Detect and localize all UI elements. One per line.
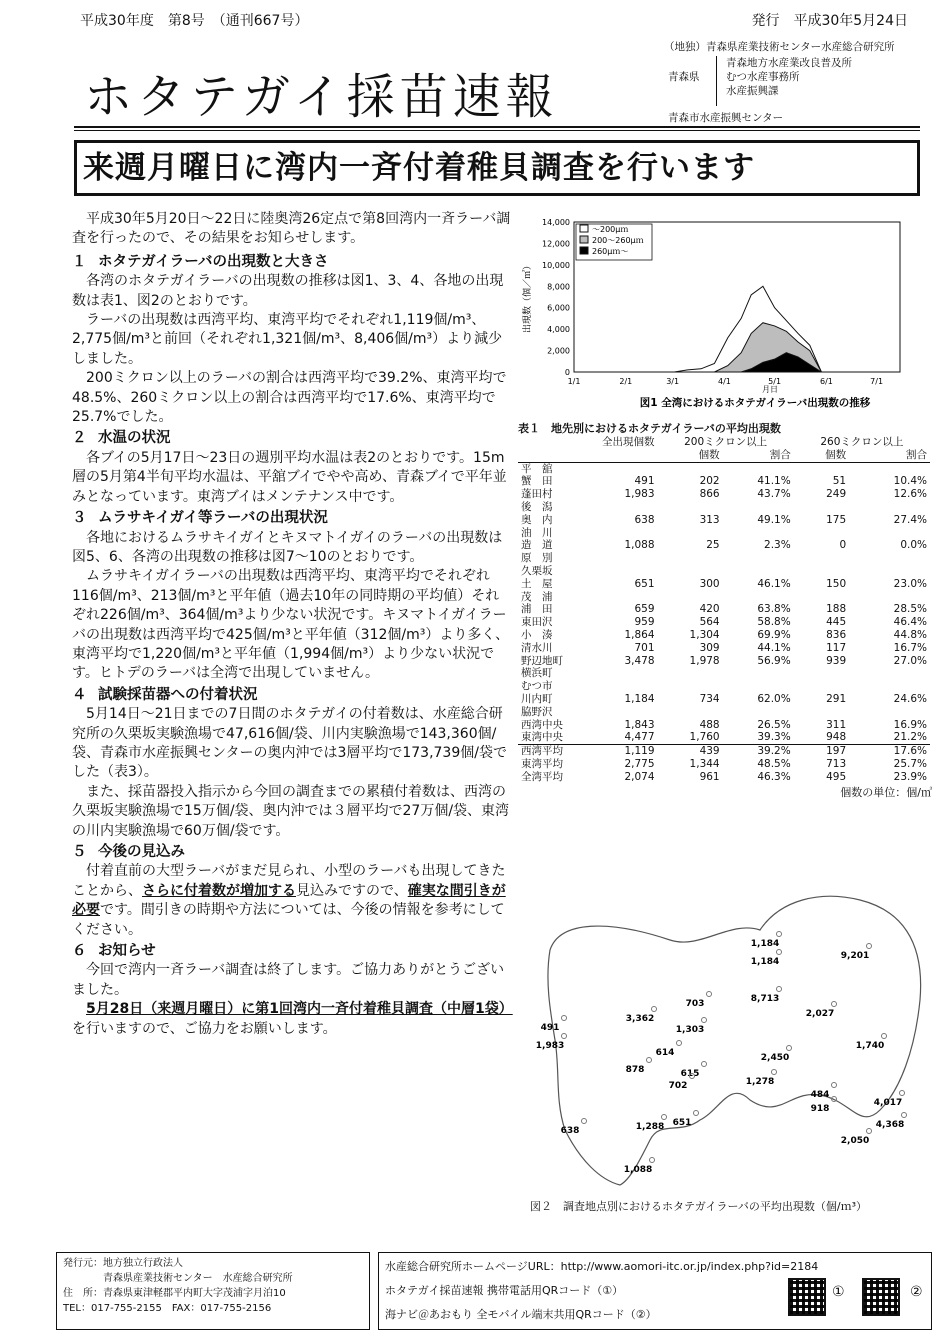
chart-xtick-label: 4/1 [718,377,731,386]
table1-cell: 川内町 [521,692,553,705]
section-5-text: 付着直前の大型ラーバがまだ見られ、小型のラーバも出現してきたことから、さらに付着数が増加する見込みですので、確実な間引きが必要です。間引きの時期や方法については、今後の情報を参考にしてください。 [72,863,506,938]
table1-cell [849,501,930,514]
table1-head-row2 [518,449,930,462]
chart-legend-swatch [580,225,588,232]
table1-cell: 23.9% [893,770,927,783]
table1-head: 割合 [906,448,927,461]
chart-xtick-label: 2/1 [619,377,633,386]
section-6-heading: ６ お知らせ [72,943,156,960]
table1-cell: 734 [699,692,720,705]
table1-cell [568,462,658,475]
qr-code-1[interactable] [788,1278,826,1316]
map-station-value: 1,278 [745,1077,775,1087]
table1-cell: 1,088 [624,539,655,552]
map-station-value: 651 [672,1118,692,1128]
table1-cell: 蟹 田 [521,475,553,488]
table1-cell: 24.6% [893,692,927,705]
table1-cell: 25.7% [893,757,927,770]
table1-cell [723,706,794,719]
table1-cell: 638 [634,513,655,526]
qr-code-2[interactable] [862,1278,900,1316]
table1-row [518,552,930,565]
table1-cell: 41.1% [757,475,791,488]
table1-cell: 油 川 [521,526,553,539]
table1-cell: 0.0% [900,539,927,552]
table1-cell: 313 [699,513,720,526]
footer-line: 発行元：地方独立行政法人 [63,1258,183,1269]
table1-row [518,667,930,680]
map-station-value: 1,184 [750,939,780,949]
map-station-value: 1,983 [535,1041,565,1051]
org-sub-3: 水産振興課 [726,85,779,97]
table1-cell [658,680,723,693]
table1-cell: 1,344 [689,757,720,770]
table1-cell: 939 [826,654,847,667]
section-paragraph: 5月14日～21日までの7日間のホタテガイの付着数は、水産総合研究所の久栗坂実験漁場で47,616個/袋、川内実験漁場で143,360個/袋、青森市水産振興センターの奥内沖では3層平均で173,739個/袋でした（表3）。 [72,706,507,781]
chart-ytick-label: 14,000 [542,218,570,227]
table1-cell: 25 [706,539,720,552]
section-paragraph: 各ブイの5月17日～23日の週別平均水温は表2のとおりです。15m層の5月第4半旬平均水温は、平舘ブイでやや高め、青森ブイで平年並みとなっています。東湾ブイはメンテナンス中です。 [72,449,507,505]
header-rule-thin [74,130,920,131]
map-caption: 図２ 調査地点別におけるホタテガイラーバの平均出現数（個/ｍ³） [530,1200,868,1213]
table1-cell: 44.8% [893,628,927,641]
table1-cell [658,462,723,475]
table1-row [518,693,930,706]
table1-cell: 西湾中央 [521,718,563,731]
table1-cell: 63.8% [757,603,791,616]
map-station-value: 1,184 [750,957,780,967]
table1-cell: 野辺地町 [521,654,563,667]
table1-cell: 27.4% [893,513,927,526]
map-station-value: 4,368 [875,1120,905,1130]
table1-row [518,680,930,693]
table1-cell: 488 [699,718,720,731]
qr-mark-2: ② [910,1284,923,1300]
footer-line: TEL：017-755-2155 FAX：017-755-2156 [63,1303,272,1314]
page-title: ホタテガイ採苗速報 [84,69,559,125]
table1-cell [794,680,849,693]
table1-cell: 1,304 [689,628,720,641]
table1-cell: 44.1% [757,641,791,654]
chart-xtick-label: 5/1 [768,377,782,386]
table1-cell: むつ市 [521,680,553,693]
homepage-url[interactable]: 水産総合研究所ホームページURL：http://www.aomori-itc.or.jp/index.php?id=2184 [385,1260,819,1273]
table1-cell: 117 [826,641,847,654]
table1-row [518,475,930,488]
map-station-value: 1,740 [855,1041,885,1051]
table1-title: 表１ 地先別におけるホタテガイラーバの平均出現数 [518,422,781,435]
org-main: （地独）青森県産業技術センター水産総合研究所 [664,41,895,53]
table1-cell: 茂 浦 [521,590,553,603]
table1-head: 個数 [825,448,847,461]
table1-cell [849,680,930,693]
section-heading: ４ 試験採苗器への付着状況 [72,686,258,703]
table1-cell [723,667,794,680]
table1-cell [849,591,930,604]
map-station-value: 8,713 [750,994,780,1004]
table1-cell: 197 [794,745,849,758]
table1-cell [849,667,930,680]
footer-links [378,1252,932,1330]
table1-cell [568,706,658,719]
table1-cell: 1,864 [624,628,655,641]
table1-cell [658,527,723,540]
headline-banner: 来週月曜日に湾内一斉付着稚貝調査を行います [74,140,920,196]
table1-cell: 150 [826,577,847,590]
table1-cell: 清水川 [521,641,553,654]
table1-cell: 46.1% [757,577,791,590]
table1-cell: 491 [634,475,655,488]
table1-cell: 小 湊 [521,628,553,641]
table1-cell: 蓬田村 [521,488,553,501]
table1-cell [723,501,794,514]
footer-publisher [56,1252,370,1330]
table1-row [518,501,930,514]
intro-paragraph: 平成30年5月20日～22日に陸奥湾26定点で第8回湾内一斉ラーバ調査を行ったので、その結果をお知らせします。 [72,211,511,247]
table1-row [518,745,930,758]
table1-cell: 188 [826,603,847,616]
table1-cell: 26.5% [757,718,791,731]
table1-cell: 175 [826,513,847,526]
map-station-value: 702 [668,1081,688,1091]
table1-cell: 21.2% [893,731,927,744]
map-station-value: 2,027 [805,1009,835,1019]
table1-row [518,758,930,771]
table1-cell: 造 道 [521,539,553,552]
table1-cell: 1,119 [568,745,658,758]
table1-row [518,514,930,527]
table1-cell: 69.9% [757,628,791,641]
map-station-value: 918 [810,1104,830,1114]
section-paragraph: 各地におけるムラサキイガイとキヌマトイガイのラーバの出現数は図5、6、各湾の出現数の推移は図7～10のとおりです。 [72,529,503,565]
table1-cell: 1,983 [624,488,655,501]
survey-map [520,880,932,1190]
map-station-value: 1,088 [623,1165,653,1175]
section-6-text-2: 5月28日（来週月曜日）に第1回湾内一斉付着稚貝調査（中層1袋）を行いますので、ご協力をお願いします。 [72,1001,513,1037]
section-paragraph: また、採苗器投入指示から今回の調査までの累積付着数は、西湾の久栗坂実験漁場で15万個/袋、奥内沖では３層平均で27万個/袋、東湾の川内実験漁場で60万個/袋です。 [72,783,510,839]
table1-row [518,719,930,732]
table1-row [518,462,930,475]
table1-cell: 原 別 [521,552,553,565]
section-paragraph: 200ミクロン以上のラーバの割合は西湾平均で39.2%、東湾平均で48.5%、260ミクロン以上の割合は西湾平均で17.6%、東湾平均で25.7%でした。 [72,370,507,426]
section-paragraph: 各湾のホタテガイラーバの出現数の推移は図1、3、4、各地の出現数は表1、図2のとおりです。 [72,273,504,309]
table1-cell [723,591,794,604]
table1-cell: 291 [826,692,847,705]
table1-row [518,629,930,642]
table1-row [518,565,930,578]
table1-cell: 23.0% [893,577,927,590]
table1-row [518,488,930,501]
section-5-heading: ５ 今後の見込み [72,844,185,860]
table1-cell [658,501,723,514]
table1-cell [849,527,930,540]
table1-cell [568,667,658,680]
table1-head: 260ミクロン以上 [820,436,904,448]
table1-row [518,603,930,616]
table1-head: 個数 [698,448,720,461]
table1-cell: 420 [699,603,720,616]
table1-cell [794,591,849,604]
table1-head: 200ミクロン以上 [684,436,768,448]
table1-head [518,436,568,449]
main-column [72,210,512,1039]
table1-cell: 2,074 [624,770,655,783]
chart-ytick-label: 0 [564,368,570,377]
table1-cell: 浦 田 [521,603,553,616]
table1-row [518,655,930,668]
map-station-dot [902,1113,907,1118]
chart-legend-label: ～200μｍ [592,225,629,234]
table1-cell [568,527,658,540]
qr-label-1: ホタテガイ採苗速報 携帯電話用QRコード（①） [385,1284,624,1297]
map-station-value: 638 [560,1126,580,1136]
table1-cell [849,462,930,475]
map-station-value: 1,288 [635,1122,665,1132]
map-station-value: 615 [680,1069,700,1079]
chart-title: 図1 全湾におけるホタテガイラーバ出現数の推移 [639,397,871,409]
table1-cell: 49.1% [757,513,791,526]
map-station-value: 484 [810,1090,830,1100]
table1-cell [849,552,930,565]
table1-cell: 27.0% [893,654,927,667]
table1-cell [849,565,930,578]
table1-row [518,706,930,719]
table1-cell: 10.4% [893,475,927,488]
table1-cell: 東田沢 [521,616,553,629]
table1-cell: 16.9% [893,718,927,731]
section-heading: １ ホタテガイラーバの出現数と大きさ [72,253,329,270]
table1-cell: 51 [832,475,847,488]
map-station-value: 614 [655,1048,675,1058]
table1-cell: 713 [826,757,847,770]
table1-cell: 564 [699,616,720,629]
table1-cell [849,706,930,719]
chart-ylabel: 出現数（個／㎥） [523,260,533,334]
table1-cell: 46.3% [757,770,791,783]
map-station-value: 2,450 [760,1053,790,1063]
table1-cell: 961 [699,770,720,783]
org-pref: 青森県 [668,71,700,83]
table1-cell: 3,478 [624,654,655,667]
chart-xtick-label: 6/1 [820,377,833,386]
issue-number: 平成30年度 第8号 （通刊667号） [80,13,309,29]
table1-cell [568,591,658,604]
chart-ytick-label: 8,000 [547,282,570,292]
chart-xtick-label: 1/1 [567,377,581,386]
table1-cell [723,680,794,693]
table1-cell: 43.7% [757,488,791,501]
table1-cell [723,527,794,540]
table1-cell: 701 [634,641,655,654]
table1-cell [794,565,849,578]
table1-row [518,527,930,540]
table1-cell [794,501,849,514]
table1 [518,436,930,784]
table1-cell [794,462,849,475]
table1-cell [794,706,849,719]
table1-cell: 東湾平均 [521,757,563,770]
table1-cell: 12.6% [893,488,927,501]
chart-ytick-label: 4,000 [547,325,570,335]
map-station-dot [900,1091,905,1096]
table1-cell [794,667,849,680]
table1-cell: 1,184 [624,692,655,705]
table1-cell: 439 [658,745,723,758]
table1-cell: 久栗坂 [521,564,553,577]
section-paragraph: ムラサキイガイラーバの出現数は西湾平均、東湾平均でそれぞれ116個/m³、213個/m³と平年値（過去10年の同時期の平均値）それぞれ226個/m³、364個/m³より少ない状況です。キヌマトイガイラーバの出現数は西湾平均で425個/m³と平年値（312個/m³）より多く、東湾平均で1,220個/m³と平年値（1,994個/m³）より少ない状況です。ヒトデのラーバは全湾で出現していません。 [72,568,510,682]
table1-unit: 個数の単位：個/㎥ [840,785,932,799]
table1-cell: 28.5% [893,603,927,616]
table1-cell: 58.8% [757,616,791,629]
chart-legend-label: 260μｍ～ [592,247,629,256]
table1-row [518,731,930,744]
org-bracket [716,56,717,106]
table1-cell [723,552,794,565]
table1-cell: 4,477 [624,731,655,744]
table1-cell: 866 [699,488,720,501]
org-city: 青森市水産振興センター [668,112,784,124]
map-station-value: 3,362 [625,1014,655,1024]
map-station-value: 491 [540,1023,560,1033]
table1-cell: 249 [826,488,847,501]
table1-cell: 56.9% [757,654,791,667]
table1-cell [794,527,849,540]
org-sub-list [726,56,852,98]
header-rule [74,126,920,128]
table1-cell: 横浜町 [521,667,553,680]
footer-line: 青森県産業技術センター 水産総合研究所 [103,1273,293,1284]
table1-cell: 495 [826,770,847,783]
table1-cell: 651 [634,577,655,590]
table1-cell: 659 [634,603,655,616]
table1-cell: 48.5% [757,757,791,770]
section-paragraph: ラーバの出現数は西湾平均、東湾平均でそれぞれ1,119個/m³、2,775個/m³と前回（それぞれ1,321個/m³、8,406個/m³）より減少しました。 [72,312,503,367]
qr-label-2: 海ナビ＠あおもり 全モバイル端末共用QRコード（②） [385,1308,657,1321]
table1-cell [658,591,723,604]
table1-cell: 959 [634,616,655,629]
table1-cell: 445 [826,616,847,629]
table1-cell: 1,978 [689,654,720,667]
map-station-value: 878 [625,1065,645,1075]
table1-cell: 62.0% [757,692,791,705]
sections [72,253,512,841]
table1-row [518,616,930,629]
table1-cell [658,706,723,719]
table1-cell: 300 [699,577,720,590]
footer-line: 住 所：青森県東津軽郡平内町大字茂浦字月泊10 [63,1288,286,1299]
larvae-chart [520,212,920,412]
table1-cell: 2,775 [624,757,655,770]
table1-cell: 奥 内 [521,513,553,526]
section-heading: ２ 水温の状況 [72,430,171,447]
chart-xtick-label: 7/1 [870,377,884,386]
chart-ytick-label: 6,000 [547,303,570,313]
chart-legend-swatch [580,247,588,254]
map-station-value: 1,303 [675,1025,705,1035]
table1-cell: 17.6% [849,745,930,758]
table1-cell: 16.7% [893,641,927,654]
table1-cell: 1,760 [689,731,720,744]
org-sub-2: むつ水産事務所 [726,71,800,83]
chart-xtick-label: 3/1 [666,377,680,386]
table1-cell: 948 [826,731,847,744]
section-heading: ３ ムラサキイガイ等ラーバの出現状況 [72,510,328,527]
table1-row [518,771,930,784]
table1-cell [568,501,658,514]
table1-cell: 39.2% [723,745,794,758]
table1-cell: 平 舘 [521,462,553,475]
table1-row [518,591,930,604]
map-station-value: 703 [685,999,705,1009]
table1-cell: 1,843 [624,718,655,731]
table1-cell: 東湾中央 [521,731,563,744]
table1-cell [658,552,723,565]
table1-cell: 西湾平均 [518,745,568,758]
table1-cell: 311 [826,718,847,731]
table1-cell [568,680,658,693]
map-station-value: 9,201 [840,951,870,961]
qr-mark-1: ① [832,1284,845,1300]
table1-head: 割合 [769,448,791,461]
table1-cell: 2.3% [764,539,791,552]
chart-ytick-label: 10,000 [542,260,570,270]
section-6-text-1: 今回で湾内一斉ラーバ調査は終了します。ご協力ありがとうございました。 [72,962,505,998]
table1-cell [658,667,723,680]
table1-cell: 0 [839,539,847,552]
table1-cell [794,552,849,565]
chart-xlabel: 月日 [762,385,778,394]
table1-cell [658,565,723,578]
table1-block [518,420,932,800]
table1-row [518,578,930,591]
table1-cell: 脇野沢 [521,705,553,718]
table1-cell: 46.4% [893,616,927,629]
table1-cell: 後 潟 [521,500,553,513]
table1-cell: 土 屋 [521,577,553,590]
map-station-dot [650,1158,655,1163]
table1-row [518,642,930,655]
table1-cell [723,565,794,578]
chart-legend-swatch [580,236,588,243]
table1-cell [568,565,658,578]
table1-cell: 全湾平均 [521,770,563,783]
chart-legend-label: 200～260μｍ [592,236,644,245]
publish-date: 発行 平成30年5月24日 [751,13,908,29]
table1-cell: 309 [699,641,720,654]
table1-head-row1 [518,436,930,449]
map-station-value: 4,017 [873,1098,903,1108]
table1-cell: 202 [699,475,720,488]
chart-ytick-label: 12,000 [542,239,570,249]
org-sub-1: 青森地方水産業改良普及所 [726,57,852,69]
table1-cell [568,552,658,565]
table1-cell: 39.3% [757,731,791,744]
map-station-dot [867,1129,872,1134]
table1-head: 全出現個数 [602,436,655,448]
table1-cell [723,462,794,475]
table1-cell: 836 [826,628,847,641]
table1-row [518,539,930,552]
chart-ytick-label: 2,000 [547,346,570,356]
map-station-value: 2,050 [840,1136,870,1146]
